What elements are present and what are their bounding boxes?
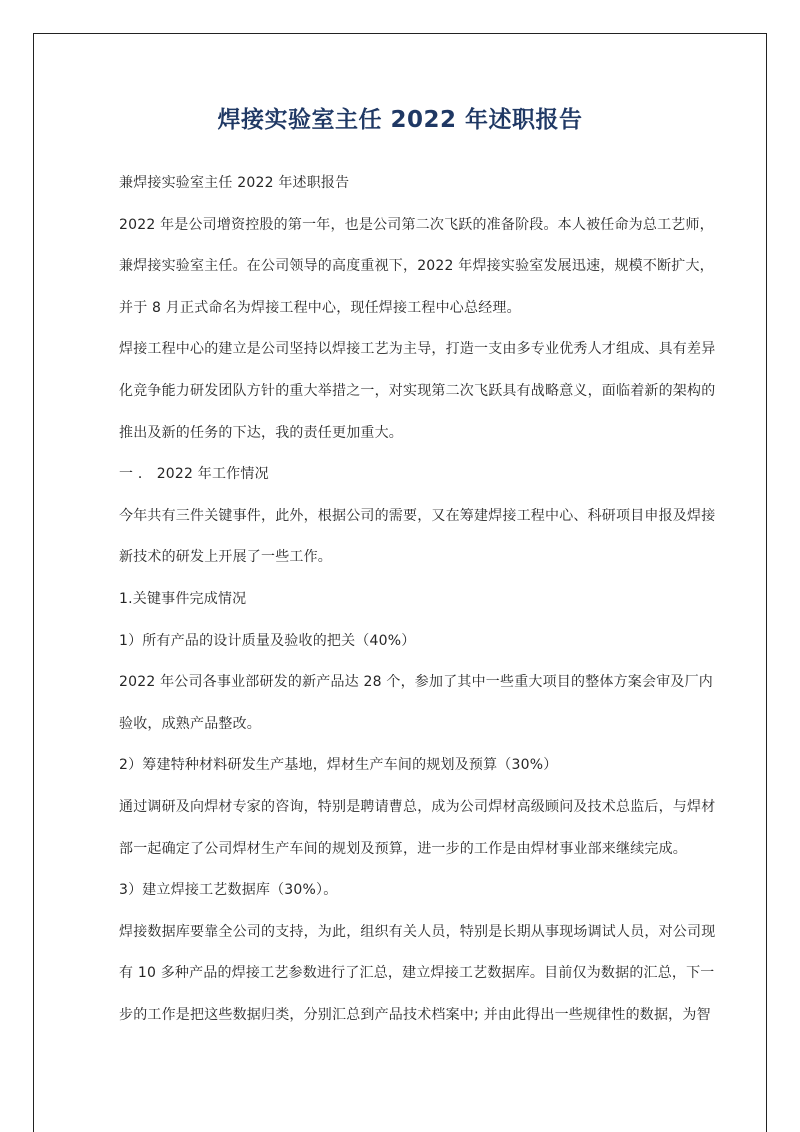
text-line: 验收，成熟产品整改。	[119, 715, 261, 732]
text-line: 焊接数据库要靠全公司的支持，为此，组织有关人员，特别是长期从事现场调试人员，对公司现	[119, 923, 716, 940]
text-line: 焊接工程中心的建立是公司坚持以焊接工艺为主导，打造一支由多专业优秀人才组成、具有差异	[119, 341, 716, 358]
text-line: 有 10 多种产品的焊接工艺参数进行了汇总，建立焊接工艺数据库。目前仅为数据的汇总，下一	[119, 965, 715, 982]
text-line: 今年共有三件关键事件，此外，根据公司的需要，又在筹建焊接工程中心、科研项目申报及焊接	[119, 507, 716, 524]
text-line: 2022 年是公司增资控股的第一年，也是公司第二次飞跃的准备阶段。本人被任命为总工艺师，	[119, 216, 714, 233]
document-title: 焊接实验室主任 2022 年述职报告	[217, 107, 583, 133]
text-line: 步的工作是把这些数据归类，分别汇总到产品技术档案中; 并由此得出一些规律性的数据，为智	[119, 1006, 711, 1023]
text-line: 1.关键事件完成情况	[119, 590, 247, 607]
text-line: 并于 8 月正式命名为焊接工程中心，现任焊接工程中心总经理。	[119, 299, 521, 316]
text-line: 3）建立焊接工艺数据库（30%）。	[119, 882, 338, 899]
text-line: 新技术的研发上开展了一些工作。	[119, 549, 332, 566]
text-line: 化竞争能力研发团队方针的重大举措之一，对实现第二次飞跃具有战略意义，面临着新的架构的	[119, 382, 716, 399]
text-line: 2022 年公司各事业部研发的新产品达 28 个，参加了其中一些重大项目的整体方案会审及厂内	[119, 674, 713, 691]
text-line: 2）筹建特种材料研发生产基地，焊材生产车间的规划及预算（30%）	[119, 757, 558, 774]
text-line: 推出及新的任务的下达，我的责任更加重大。	[119, 424, 403, 441]
text-line: 兼焊接实验室主任。在公司领导的高度重视下，2022 年焊接实验室发展迅速，规模不断扩大，	[119, 258, 714, 275]
text-line: 兼焊接实验室主任 2022 年述职报告	[119, 175, 350, 191]
text-line: 通过调研及向焊材专家的咨询，特别是聘请曹总，成为公司焊材高级顾问及技术总监后，与焊材	[119, 798, 716, 815]
document-body	[119, 170, 716, 1043]
text-line: 一 ． 2022 年工作情况	[119, 466, 269, 483]
text-line: 1）所有产品的设计质量及验收的把关（40%）	[119, 632, 416, 649]
text-line: 部一起确定了公司焊材生产车间的规划及预算，进一步的工作是由焊材事业部来继续完成。	[119, 840, 687, 857]
